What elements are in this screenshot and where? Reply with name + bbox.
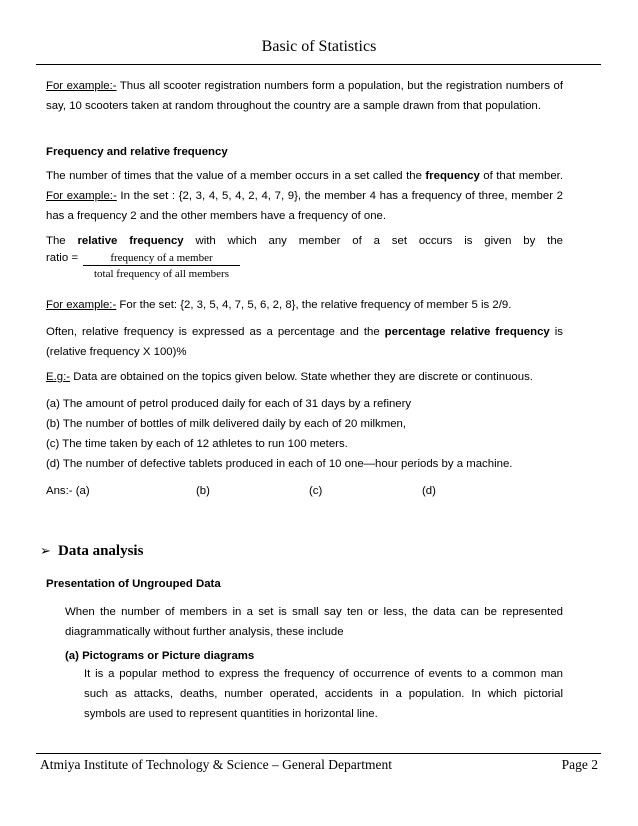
answer-b: (b)	[196, 485, 210, 497]
frequency-text-2: of that member.	[479, 170, 564, 182]
ratio-label: ratio =	[46, 252, 78, 264]
frequency-paragraph	[46, 166, 563, 226]
ratio-fraction	[83, 251, 240, 282]
percentage-term: percentage relative frequency	[384, 326, 550, 338]
footer-institute: Atmiya Institute of Technology & Science – General Department	[40, 757, 392, 772]
pictogram-paragraph: It is a popular method to express the frequency of occurrence of events to a common man such as attacks, deaths, number operated, accidents in a population. In which pictorial symbols are used to represent quantities in horizontal line.	[84, 668, 563, 720]
section-heading	[40, 543, 143, 560]
relative-text-1: The	[46, 235, 78, 247]
eg-paragraph	[46, 367, 563, 387]
header-divider	[36, 64, 601, 65]
example2-text: For the set: {2, 3, 5, 4, 7, 5, 6, 2, 8}, the relative frequency of member 5 is 2/9.	[116, 299, 512, 311]
fraction-numerator: frequency of a member	[83, 251, 240, 266]
list-item: (d) The number of defective tablets produced in each of 10 one—hour periods by a machine.	[46, 458, 513, 470]
footer-page-number: Page 2	[561, 757, 598, 772]
intro-paragraph	[46, 76, 563, 116]
example-label: For example:-	[46, 299, 117, 311]
eg-label: E.g:-	[46, 371, 71, 383]
answer-d: (d)	[422, 485, 436, 497]
percentage-paragraph	[46, 322, 563, 362]
question-list	[46, 394, 563, 474]
eg-text: Data are obtained on the topics given below. State whether they are discrete or continuous.	[70, 371, 533, 383]
relative-frequency-paragraph	[46, 231, 563, 251]
subheading: Presentation of Ungrouped Data	[46, 578, 221, 590]
list-item: (c) The time taken by each of 12 athletes to run 100 meters.	[46, 438, 348, 450]
frequency-term: frequency	[425, 170, 480, 182]
example2-paragraph	[46, 295, 563, 315]
example-label: For example:-	[46, 190, 117, 202]
relative-frequency-term: relative frequency	[77, 235, 184, 247]
frequency-text-3: In the set : {2, 3, 4, 5, 4, 2, 4, 7, 9}, the member 4 has a frequency of three, member 2 has a frequency 2 and the other members have a frequency of one.	[46, 190, 564, 222]
section-title: Data analysis	[58, 543, 144, 559]
frequency-heading: Frequency and relative frequency	[46, 146, 228, 158]
arrow-bullet-icon: ➢	[40, 544, 51, 559]
footer-divider	[36, 753, 601, 754]
answer-c: (c)	[309, 485, 323, 497]
percentage-text-1: Often, relative frequency is expressed as a percentage and the	[46, 326, 385, 338]
list-item: (b) The number of bottles of milk delivered daily by each of 20 milkmen,	[46, 418, 407, 430]
page-header-title: Basic of Statistics	[261, 38, 377, 55]
fraction-denominator: total frequency of all members	[93, 268, 229, 280]
list-item: (a) The amount of petrol produced daily for each of 31 days by a refinery	[46, 398, 412, 410]
percentage-text-2: is (relative frequency X 100)%	[46, 326, 563, 358]
intro-text: Thus all scooter registration numbers form a population, but the registration numbers of say, 10 scooters taken at random throughout the country are a sample drawn from that population.	[46, 80, 563, 112]
frequency-text-1: The number of times that the value of a member occurs in a set called the	[46, 170, 426, 182]
pictogram-heading: (a) Pictograms or Picture diagrams	[65, 650, 255, 662]
example-label: For example:-	[46, 80, 117, 92]
relative-text-2: with which any member of a set occurs is given by the	[183, 235, 564, 247]
ungrouped-paragraph: When the number of members in a set is small say ten or less, the data can be represented diagrammatically without further analysis, these include	[65, 606, 563, 638]
answer-label-a: Ans:- (a)	[46, 485, 90, 497]
